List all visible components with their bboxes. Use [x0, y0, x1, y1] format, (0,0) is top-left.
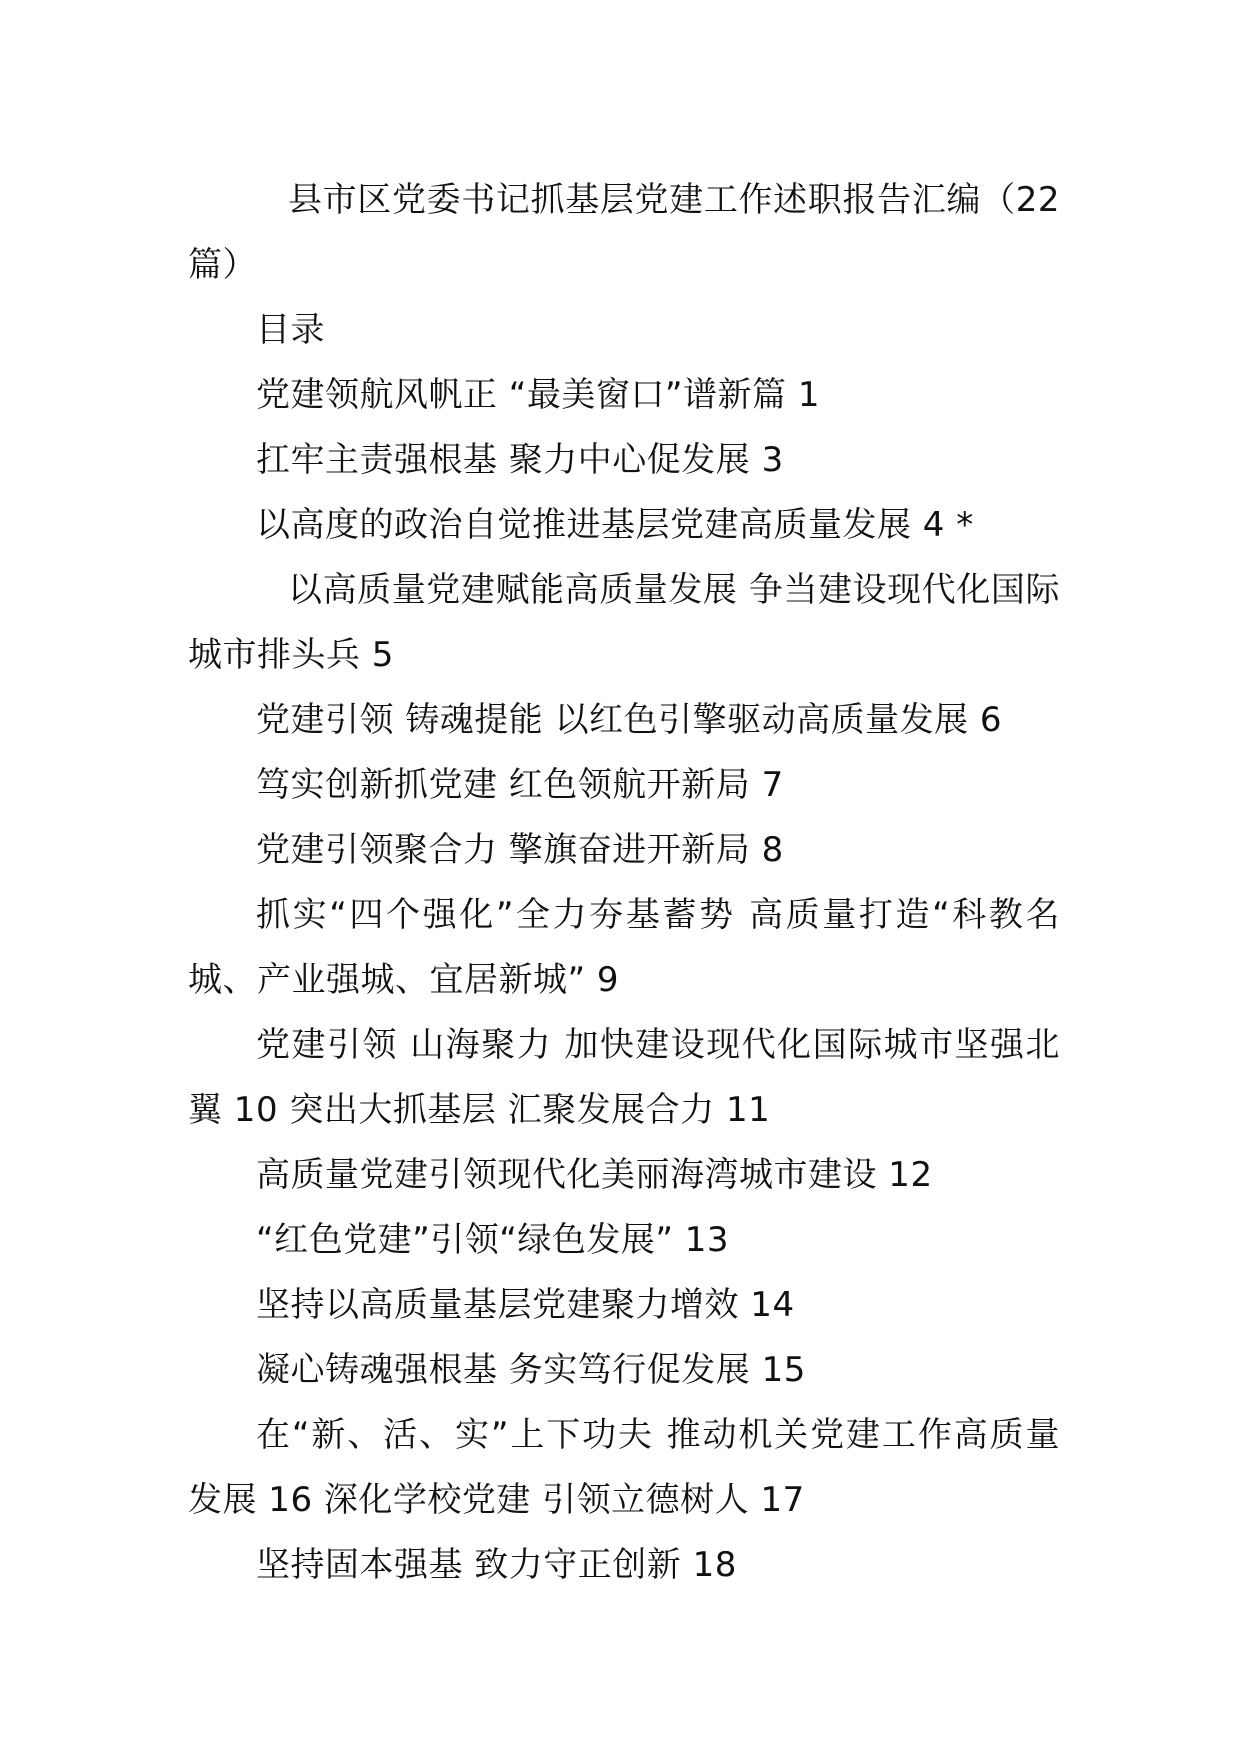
toc-entry: 凝心铸魂强根基 务实笃行促发展 15	[256, 1350, 806, 1390]
toc-heading: 目录	[256, 310, 325, 350]
toc-entry: 以高质量党建赋能高质量发展 争当建设现代化国际城市排头兵 5	[188, 570, 1060, 675]
toc-entry: 抓实“四个强化”全力夯基蓄势 高质量打造“科教名城、产业强城、宜居新城” 9	[188, 895, 1060, 1000]
document-body	[188, 168, 1060, 1598]
toc-entry: 坚持以高质量基层党建聚力增效 14	[256, 1285, 795, 1325]
toc-entry: 在“新、活、实”上下功夫 推动机关党建工作高质量发展 16 深化学校党建 引领立德树人 17	[188, 1415, 1060, 1520]
toc-entry: 笃实创新抓党建 红色领航开新局 7	[256, 765, 784, 805]
document-title: 县市区党委书记抓基层党建工作述职报告汇编（22篇）	[188, 180, 1060, 285]
toc-entry: 扛牢主责强根基 聚力中心促发展 3	[256, 440, 784, 480]
toc-entry: 以高度的政治自觉推进基层党建高质量发展 4 *	[256, 505, 974, 545]
toc-entry: 高质量党建引领现代化美丽海湾城市建设 12	[256, 1155, 933, 1195]
toc-entry: 党建引领聚合力 擎旗奋进开新局 8	[256, 830, 784, 870]
toc-entry: 党建引领 山海聚力 加快建设现代化国际城市坚强北翼 10 突出大抓基层 汇聚发展合力 11	[188, 1025, 1060, 1130]
toc-entry: 党建引领 铸魂提能 以红色引擎驱动高质量发展 6	[256, 700, 1003, 740]
toc-entry: 坚持固本强基 致力守正创新 18	[256, 1545, 737, 1585]
toc-entry: 党建领航风帆正 “最美窗口”谱新篇 1	[256, 375, 820, 415]
toc-entry: “红色党建”引领“绿色发展” 13	[256, 1220, 730, 1260]
